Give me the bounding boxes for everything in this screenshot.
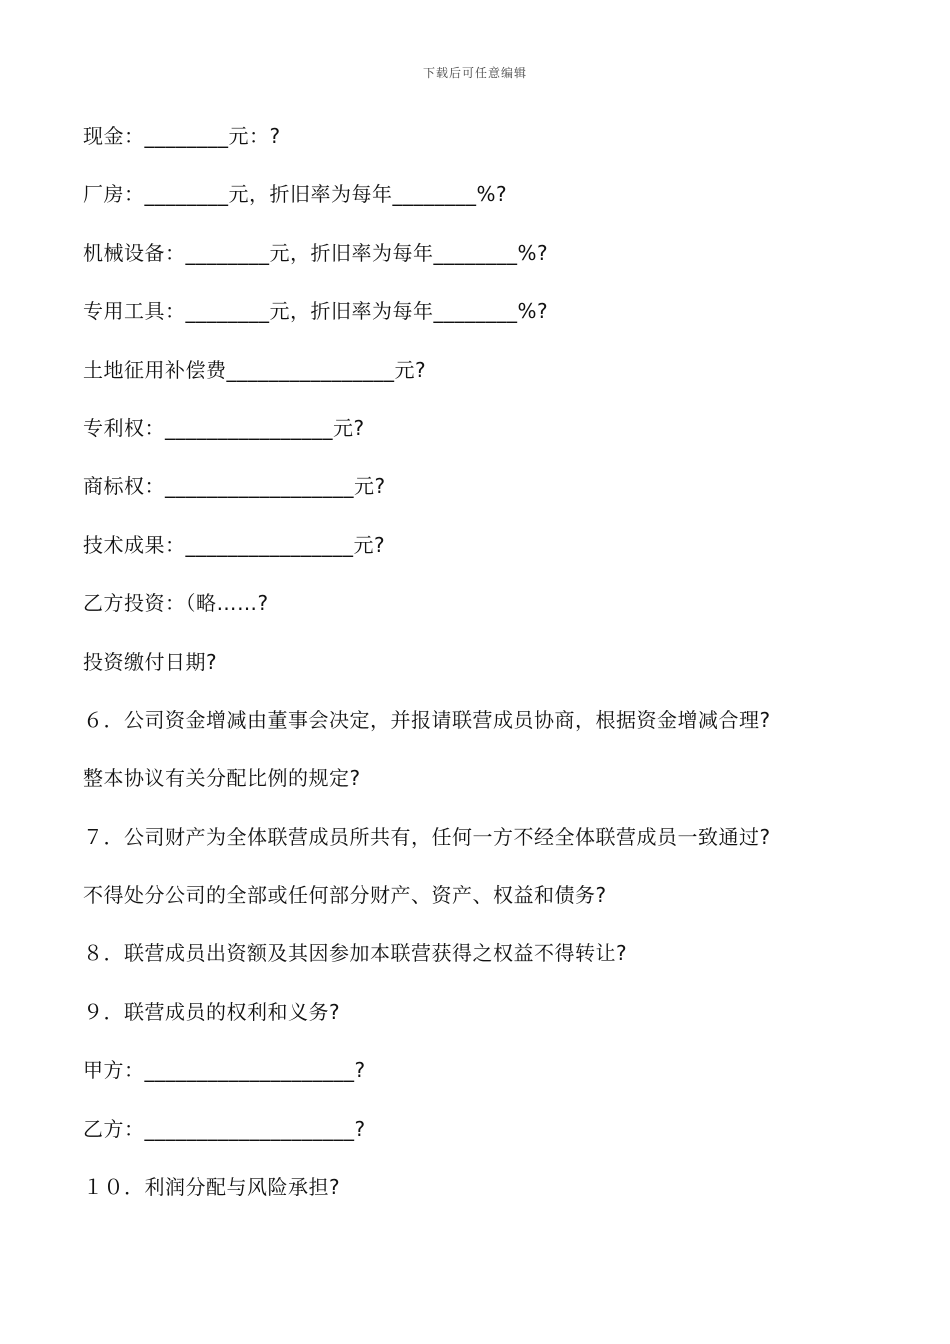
text-line-trademark: 商标权：__________________元? [83, 474, 386, 499]
clause-9: ９．联营成员的权利和义务? [83, 999, 341, 1024]
text-line-party-a: 甲方：____________________? [83, 1058, 366, 1083]
clause-7: ７．公司财产为全体联营成员所共有，任何一方不经全体联营成员一致通过? [83, 824, 771, 849]
text-line-party-b: 乙方：____________________? [83, 1116, 366, 1141]
text-line-party-b-investment: 乙方投资：（略……? [83, 591, 269, 616]
text-line-patent: 专利权：________________元? [83, 415, 365, 440]
text-line-land: 土地征用补偿费________________元? [83, 357, 427, 382]
clause-6: ６．公司资金增减由董事会决定，并报请联营成员协商，根据资金增减合理? [83, 707, 771, 732]
text-line-tools: 专用工具：________元，折旧率为每年________%? [83, 299, 549, 324]
clause-8: ８．联营成员出资额及其因参加本联营获得之权益不得转让? [83, 941, 628, 966]
document-body [83, 118, 923, 1227]
text-line-payment-date: 投资缴付日期? [83, 649, 218, 674]
clause-10: １０．利润分配与风险承担? [83, 1175, 341, 1200]
text-line-machinery: 机械设备：________元，折旧率为每年________%? [83, 240, 549, 265]
clause-7-cont: 不得处分公司的全部或任何部分财产、资产、权益和债务? [83, 883, 607, 908]
clause-6-cont: 整本协议有关分配比例的规定? [83, 766, 361, 791]
page-header: 下载后可任意编辑 [422, 66, 527, 80]
text-line-cash: 现金：________元：? [83, 124, 281, 148]
text-line-tech: 技术成果：________________元? [83, 532, 386, 557]
text-line-plant: 厂房：________元，折旧率为每年________%? [83, 182, 508, 207]
